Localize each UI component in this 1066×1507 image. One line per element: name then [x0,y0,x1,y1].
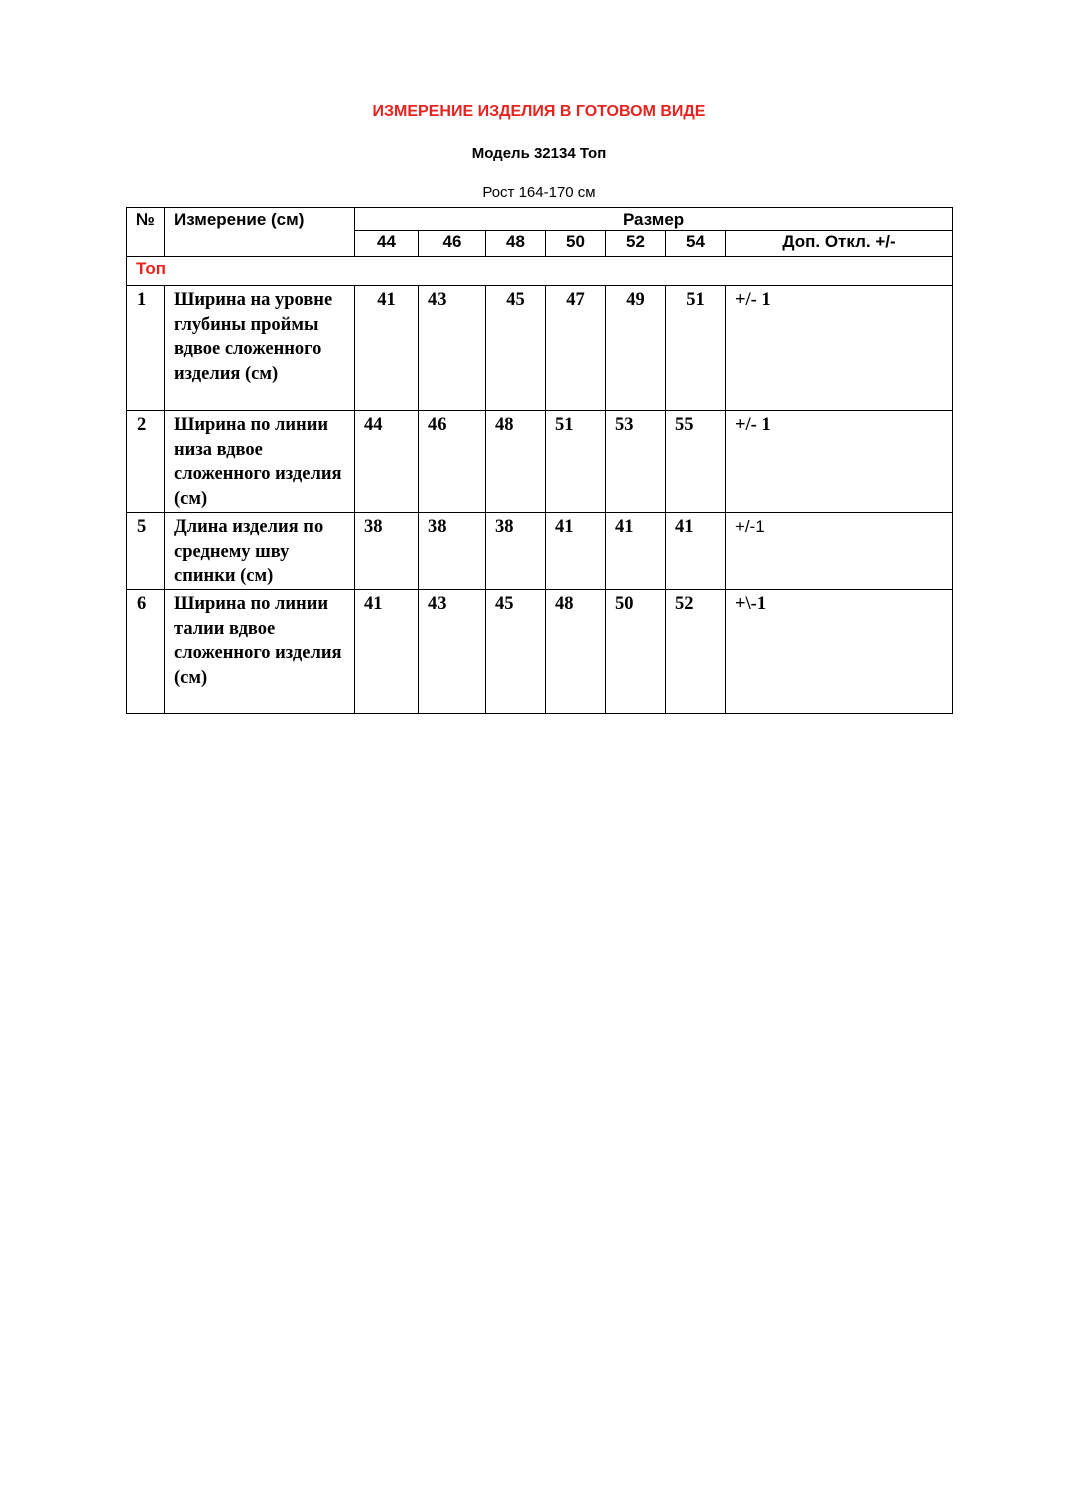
row-value: 41 [546,512,606,589]
row-value: 45 [486,286,546,411]
row-no: 2 [127,411,165,513]
row-value: 48 [546,589,606,713]
document-title: ИЗМЕРЕНИЕ ИЗДЕЛИЯ В ГОТОВОМ ВИДЕ [372,103,706,120]
section-label: Топ [127,257,953,286]
row-tolerance: +/- 1 [726,411,953,513]
row-value: 41 [355,589,419,713]
row-value: 51 [666,286,726,411]
row-value: 51 [546,411,606,513]
row-value: 43 [419,589,486,713]
model-label: Модель 32134 Топ [471,145,607,162]
row-value: 38 [355,512,419,589]
row-tolerance: +/- 1 [726,286,953,411]
row-measurement-name: Ширина на уровне глубины проймы вдвое сложенного изделия (см) [165,286,355,411]
row-value: 41 [606,512,666,589]
row-value: 41 [666,512,726,589]
row-value: 38 [419,512,486,589]
header-row-1 [127,208,953,231]
row-value: 45 [486,589,546,713]
row-measurement-name: Длина изделия по среднему шву спинки (см) [165,512,355,589]
table-row [127,512,953,589]
header-size: 48 [486,231,546,257]
height-label: Рост 164-170 см [482,184,596,201]
row-value: 47 [546,286,606,411]
row-value: 46 [419,411,486,513]
row-value: 48 [486,411,546,513]
row-value: 49 [606,286,666,411]
header-tolerance: Доп. Откл. +/- [726,231,953,257]
row-no: 1 [127,286,165,411]
table-row [127,589,953,713]
header-size: 54 [666,231,726,257]
row-value: 38 [486,512,546,589]
row-value: 53 [606,411,666,513]
row-value: 50 [606,589,666,713]
header-measurement: Измерение (см) [165,208,355,257]
header-no: № [127,208,165,257]
row-measurement-name: Ширина по линии талии вдвое сложенного изделия (см) [165,589,355,713]
row-value: 43 [419,286,486,411]
row-value: 55 [666,411,726,513]
section-row [127,257,953,286]
row-value: 41 [355,286,419,411]
header-size: 50 [546,231,606,257]
row-no: 5 [127,512,165,589]
table-row [127,411,953,513]
row-tolerance [726,512,953,589]
row-tolerance-text: +/-1 [735,516,765,536]
row-measurement-name: Ширина по линии низа вдвое сложенного изделия (см) [165,411,355,513]
measurements-table [126,207,953,714]
header-size: 52 [606,231,666,257]
header-size: 46 [419,231,486,257]
header-size: 44 [355,231,419,257]
header-size-group: Размер [355,208,953,231]
row-tolerance: +\-1 [726,589,953,713]
table-row [127,286,953,411]
row-value: 44 [355,411,419,513]
row-no: 6 [127,589,165,713]
row-value: 52 [666,589,726,713]
